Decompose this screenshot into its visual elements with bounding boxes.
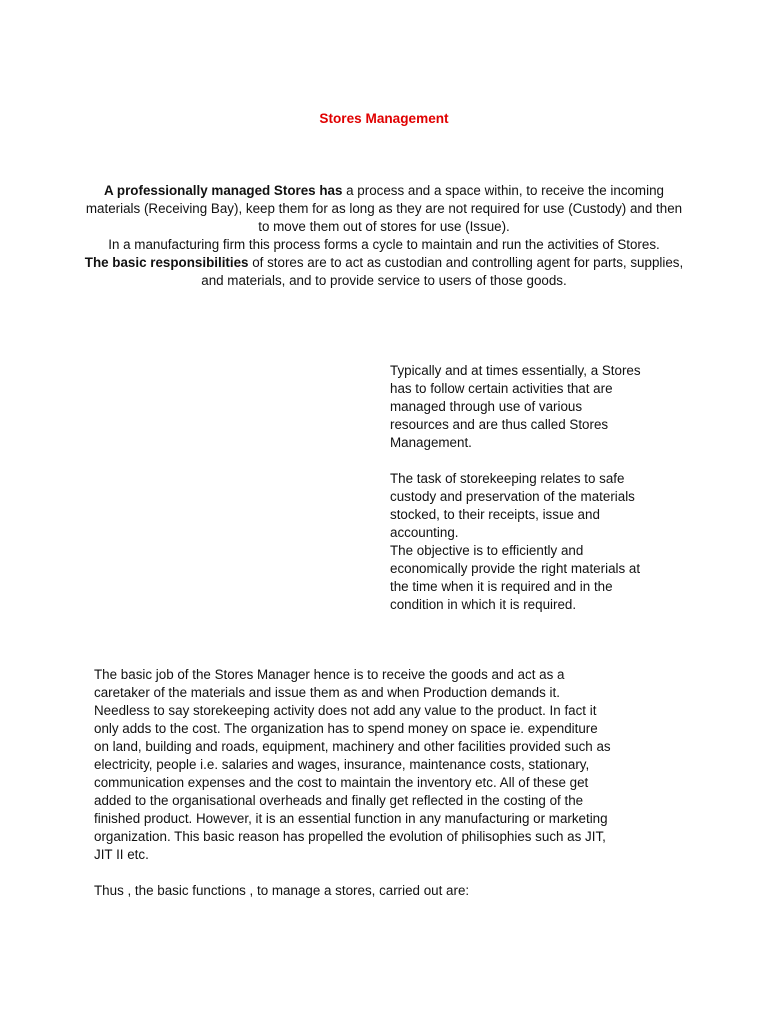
responsibilities-bold-lead: The basic responsibilities [84, 255, 249, 270]
text-line: condition in which it is required. [390, 597, 577, 612]
intro-text: a process and a space within, to receive the incoming materials (Receiving Bay), keep them for as long as they are not required for use (Custody) and then to move them out of stores for use (Issue). [85, 183, 683, 234]
text-line: finished product. However, it is an essential function in any manufacturing or marketing [94, 811, 608, 826]
intro-paragraph-1 [80, 182, 688, 236]
text-line: caretaker of the materials and issue them as and when Production demands it. [94, 685, 560, 700]
intro-section [80, 182, 688, 290]
text-line: has to follow certain activities that are [390, 381, 613, 396]
text-line: communication expenses and the cost to maintain the inventory etc. All of these get [94, 775, 589, 790]
text-line: The task of storekeeping relates to safe [390, 471, 625, 486]
text-line: The objective is to efficiently and [390, 543, 584, 558]
paragraph-gap [94, 864, 686, 882]
right-column-section [390, 362, 690, 614]
text-line: accounting. [390, 525, 459, 540]
text-line: added to the organisational overheads and finally get reflected in the costing of the [94, 793, 584, 808]
text-line: the time when it is required and in the [390, 579, 613, 594]
text-line: electricity, people i.e. salaries and wages, insurance, maintenance costs, stationary, [94, 757, 590, 772]
intro-bold-lead: A professionally managed Stores has [104, 183, 343, 198]
text-line: The basic job of the Stores Manager hence is to receive the goods and act as a [94, 667, 565, 682]
page-title: Stores Management [319, 111, 449, 126]
responsibilities-text: of stores are to act as custodian and controlling agent for parts, supplies, and materials, and to provide service to users of those goods. [201, 255, 684, 288]
intro-paragraph-3 [80, 254, 688, 290]
text-line: managed through use of various [390, 399, 583, 414]
text-line: on land, building and roads, equipment, machinery and other facilities provided such as [94, 739, 611, 754]
text-line: economically provide the right materials at [390, 561, 641, 576]
stores-manager-paragraph [94, 666, 686, 864]
intro-paragraph-2: In a manufacturing firm this process forms a cycle to maintain and run the activities of Stores. [108, 237, 660, 252]
text-line: only adds to the cost. The organization has to spend money on space ie. expenditure [94, 721, 598, 736]
text-line: resources and are thus called Stores [390, 417, 609, 432]
paragraph-gap [390, 452, 690, 470]
right-paragraph-2 [390, 470, 690, 542]
bottom-section [94, 666, 686, 900]
text-line: organization. This basic reason has propelled the evolution of philisophies such as JIT, [94, 829, 606, 844]
right-paragraph-3 [390, 542, 690, 614]
text-line: JIT II etc. [94, 847, 149, 862]
text-line: Management. [390, 435, 472, 450]
text-line: custody and preservation of the materials [390, 489, 635, 504]
basic-functions-paragraph: Thus , the basic functions , to manage a stores, carried out are: [94, 883, 470, 898]
text-line: Needless to say storekeeping activity does not add any value to the product. In fact it [94, 703, 597, 718]
right-paragraph-1 [390, 362, 690, 452]
text-line: Typically and at times essentially, a Stores [390, 363, 641, 378]
text-line: stocked, to their receipts, issue and [390, 507, 600, 522]
